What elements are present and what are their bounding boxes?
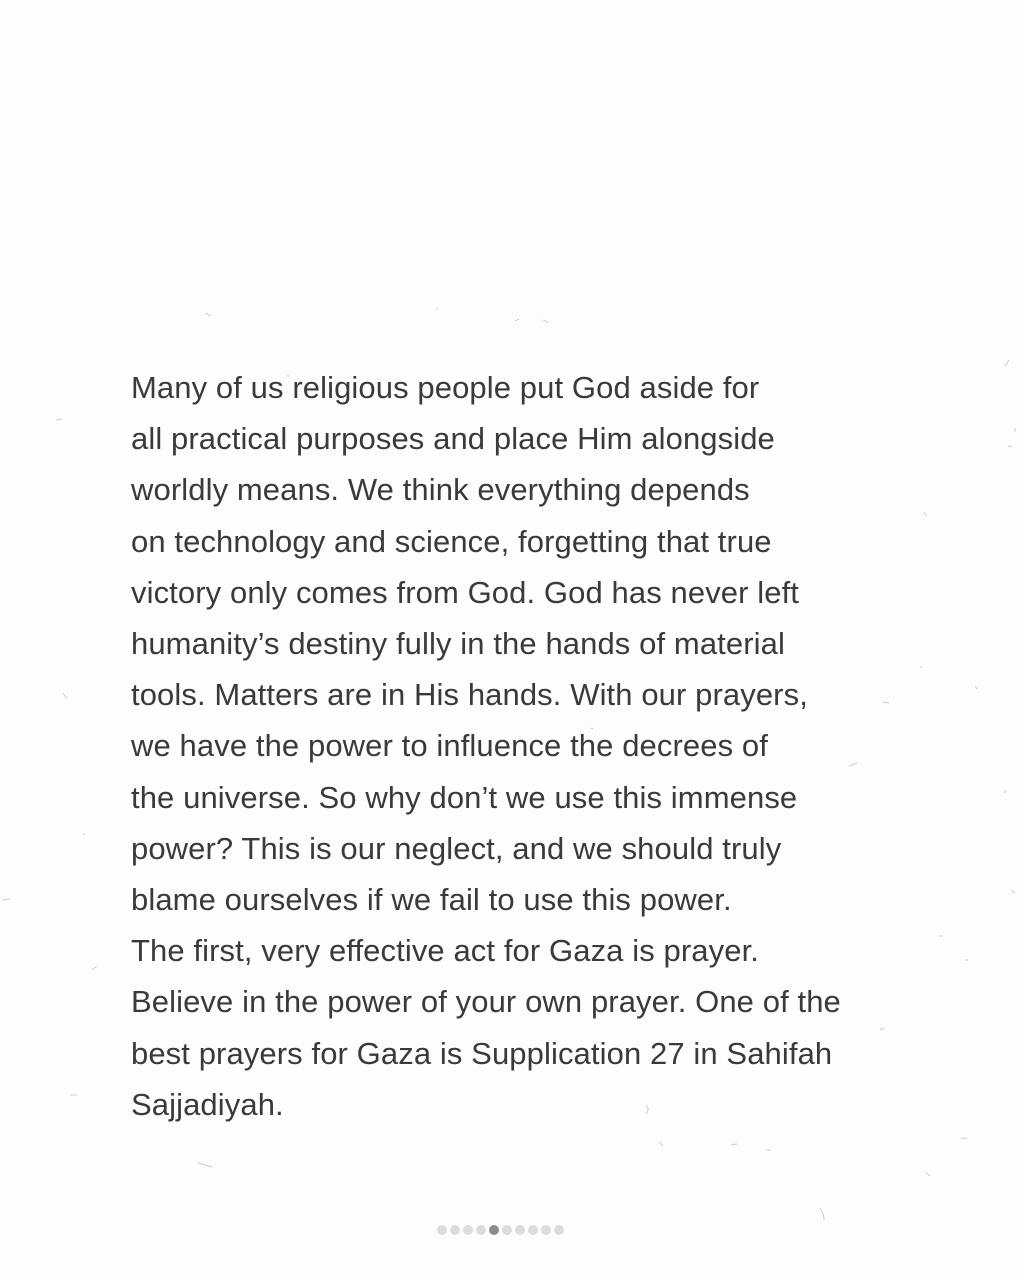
carousel-dot[interactable] [515,1225,525,1235]
text-line: on technology and science, forgetting that true [131,523,772,559]
text-line: Sajjadiyah. [131,1086,284,1122]
carousel-dot[interactable] [463,1225,473,1235]
carousel-dot[interactable] [437,1225,447,1235]
carousel-dot[interactable] [554,1225,564,1235]
text-line: Many of us religious people put God aside for [131,370,760,405]
quote-paragraph [131,362,951,1130]
carousel-indicator[interactable] [437,1225,564,1237]
text-line: humanity’s destiny fully in the hands of material [131,626,785,662]
text-line: we have the power to influence the decrees of [131,728,768,764]
carousel-dot[interactable] [528,1225,538,1235]
text-line: the universe. So why don’t we use this immense [131,779,798,815]
carousel-dot[interactable] [450,1225,460,1235]
text-line: all practical purposes and place Him alongside [131,421,775,457]
carousel-dot[interactable] [476,1225,486,1235]
carousel-dot-active[interactable] [489,1225,499,1235]
text-line: worldly means. We think everything depends [131,472,750,508]
text-line: The first, very effective act for Gaza is prayer. [131,933,760,969]
text-line: best prayers for Gaza is Supplication 27 in Sahifah [131,1035,833,1071]
text-line: tools. Matters are in His hands. With our prayers, [131,677,808,713]
text-line: blame ourselves if we fail to use this power. [131,882,732,918]
carousel-dot[interactable] [541,1225,551,1235]
carousel-dot[interactable] [502,1225,512,1235]
text-line: Believe in the power of your own prayer. One of the [131,984,841,1020]
text-line: victory only comes from God. God has never left [131,574,800,610]
text-line: power? This is our neglect, and we should truly [131,830,782,866]
